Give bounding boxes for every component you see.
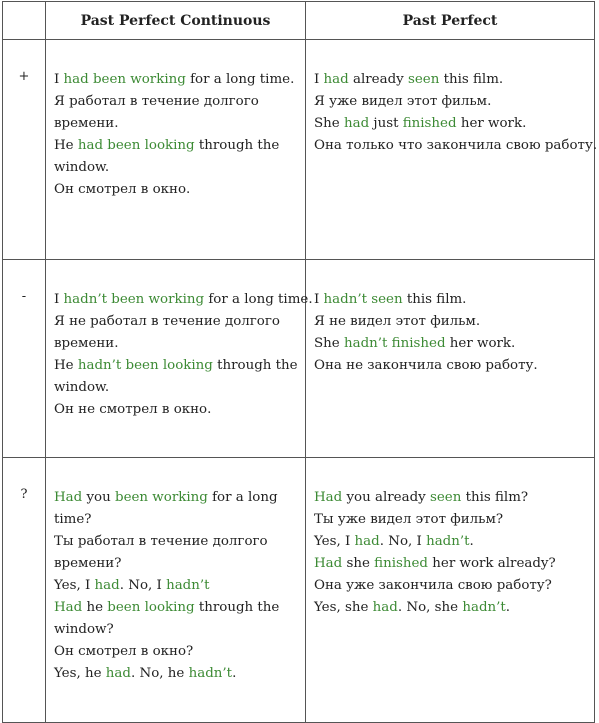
text-segment: window? <box>54 622 114 637</box>
text-segment: he <box>82 600 108 615</box>
example-line <box>314 113 588 135</box>
example-line <box>54 179 299 201</box>
text-segment: Он смотрел в окно? <box>54 644 194 659</box>
verb-form-highlight: hadn’t <box>426 534 470 549</box>
header-empty-cell <box>3 2 46 40</box>
text-segment: времени? <box>54 556 122 571</box>
verb-form-highlight: had been looking <box>77 138 195 153</box>
text-segment: Она уже закончила свою работу? <box>314 578 552 593</box>
example-line <box>314 597 588 619</box>
text-segment: I <box>54 72 64 87</box>
verb-form-highlight: hadn’t <box>166 578 210 593</box>
example-line <box>54 509 299 531</box>
ppc-affirmative-cell <box>46 40 306 260</box>
text-segment: for a long time. <box>204 292 313 307</box>
ppc-question-cell <box>46 458 306 723</box>
text-segment: you already <box>342 490 430 505</box>
text-segment: her work. <box>445 336 516 351</box>
pp-affirmative-cell <box>306 40 598 260</box>
verb-form-highlight: been looking <box>107 600 195 615</box>
header-past-perfect: Past Perfect <box>306 2 595 40</box>
text-segment: Он смотрел в окно. <box>54 182 191 197</box>
text-segment: Ты уже видел этот фильм? <box>314 512 504 527</box>
verb-form-highlight: seen <box>407 72 440 87</box>
verb-form-highlight: hadn’t <box>462 600 506 615</box>
example-line <box>314 69 588 91</box>
text-segment: . No, he <box>130 666 189 681</box>
verb-form-highlight: seen <box>429 490 462 505</box>
verb-form-highlight: had <box>343 116 370 131</box>
verb-form-highlight: hadn’t seen <box>323 292 403 307</box>
tense-comparison-table <box>2 1 598 723</box>
example-line <box>314 333 588 355</box>
text-segment: I <box>314 292 324 307</box>
text-segment: her work already? <box>428 556 556 571</box>
example-line <box>54 487 299 509</box>
verb-form-highlight: finished <box>402 116 457 131</box>
example-line <box>54 91 299 113</box>
verb-form-highlight: Had <box>314 490 343 505</box>
text-segment: Я уже видел этот фильм. <box>314 94 492 109</box>
verb-form-highlight: finished <box>374 556 429 571</box>
text-segment: for a long <box>207 490 278 505</box>
example-line <box>54 113 299 135</box>
text-segment: window. <box>54 380 110 395</box>
verb-form-highlight: hadn’t been looking <box>77 358 213 373</box>
text-segment: He <box>54 138 78 153</box>
verb-form-highlight: Had <box>54 600 83 615</box>
text-segment: Она не закончила свою работу. <box>314 358 538 373</box>
example-line <box>314 311 588 333</box>
example-line <box>314 355 588 377</box>
example-line <box>314 509 588 531</box>
text-segment: Я не работал в течение долгого <box>54 314 280 329</box>
pp-negative-cell <box>306 260 595 458</box>
pp-question-cell <box>306 458 595 723</box>
example-line <box>54 575 299 597</box>
verb-form-highlight: Had <box>54 490 83 505</box>
example-line <box>314 531 588 553</box>
text-segment: she <box>342 556 375 571</box>
text-segment: времени. <box>54 336 119 351</box>
text-segment: Yes, she <box>314 600 373 615</box>
verb-form-highlight: hadn’t been working <box>63 292 205 307</box>
text-segment: time? <box>54 512 92 527</box>
example-line <box>54 157 299 179</box>
text-segment: . No, I <box>119 578 167 593</box>
sign-plus: + <box>3 40 46 260</box>
example-line <box>54 399 299 421</box>
verb-form-highlight: been working <box>115 490 208 505</box>
negative-row <box>3 260 595 458</box>
example-line <box>54 377 299 399</box>
example-line <box>314 289 588 311</box>
text-segment: through the <box>194 138 280 153</box>
text-segment: . <box>232 666 237 681</box>
text-segment: . <box>469 534 474 549</box>
example-line <box>54 135 299 157</box>
text-segment: I <box>314 72 324 87</box>
example-line <box>54 333 299 355</box>
question-row <box>3 458 595 723</box>
header-row <box>3 2 595 40</box>
sign-question: ? <box>3 458 46 723</box>
text-segment: Она только что закончила свою работу. <box>314 138 598 153</box>
text-segment: for a long time. <box>185 72 295 87</box>
verb-form-highlight: had <box>354 534 380 549</box>
example-line <box>314 91 588 113</box>
verb-form-highlight: had been working <box>63 72 186 87</box>
text-segment: Yes, I <box>314 534 355 549</box>
example-line <box>54 553 299 575</box>
text-segment: this film? <box>461 490 529 505</box>
example-line <box>54 311 299 333</box>
example-line <box>314 553 588 575</box>
text-segment: just <box>369 116 403 131</box>
example-line <box>54 641 299 663</box>
text-segment: you <box>82 490 115 505</box>
example-line <box>54 531 299 553</box>
verb-form-highlight: hadn’t <box>188 666 233 681</box>
example-line <box>54 289 313 311</box>
text-segment: this film. <box>402 292 467 307</box>
text-segment: Я работал в течение долгого <box>54 94 259 109</box>
example-line <box>54 597 299 619</box>
example-line <box>54 663 299 685</box>
example-line <box>314 135 598 157</box>
text-segment: Он не смотрел в окно. <box>54 402 212 417</box>
text-segment: времени. <box>54 116 119 131</box>
text-segment: this film. <box>439 72 504 87</box>
verb-form-highlight: hadn’t finished <box>343 336 446 351</box>
text-segment: . No, I <box>379 534 427 549</box>
text-segment: He <box>54 358 78 373</box>
example-line <box>54 69 299 91</box>
text-segment: through the <box>212 358 298 373</box>
text-segment: Ты работал в течение долгого <box>54 534 268 549</box>
header-past-perfect-continuous: Past Perfect Continuous <box>46 2 306 40</box>
verb-form-highlight: Had <box>314 556 343 571</box>
text-segment: her work. <box>456 116 527 131</box>
example-line <box>314 487 588 509</box>
text-segment: She <box>314 116 344 131</box>
example-line <box>314 575 588 597</box>
text-segment: . <box>505 600 511 615</box>
text-segment: I <box>54 292 64 307</box>
sign-minus: - <box>3 260 46 458</box>
ppc-negative-cell <box>46 260 313 458</box>
verb-form-highlight: had <box>372 600 398 615</box>
text-segment: window. <box>54 160 110 175</box>
verb-form-highlight: had <box>105 666 131 681</box>
text-segment: . No, she <box>397 600 463 615</box>
text-segment: She <box>314 336 344 351</box>
example-line <box>54 355 299 377</box>
affirmative-row <box>3 40 595 260</box>
verb-form-highlight: had <box>94 578 120 593</box>
verb-form-highlight: had <box>323 72 349 87</box>
text-segment: Yes, I <box>54 578 95 593</box>
text-segment: through the <box>194 600 280 615</box>
text-segment: already <box>348 72 408 87</box>
example-line <box>54 619 299 641</box>
text-segment: Я не видел этот фильм. <box>314 314 481 329</box>
text-segment: Yes, he <box>54 666 106 681</box>
